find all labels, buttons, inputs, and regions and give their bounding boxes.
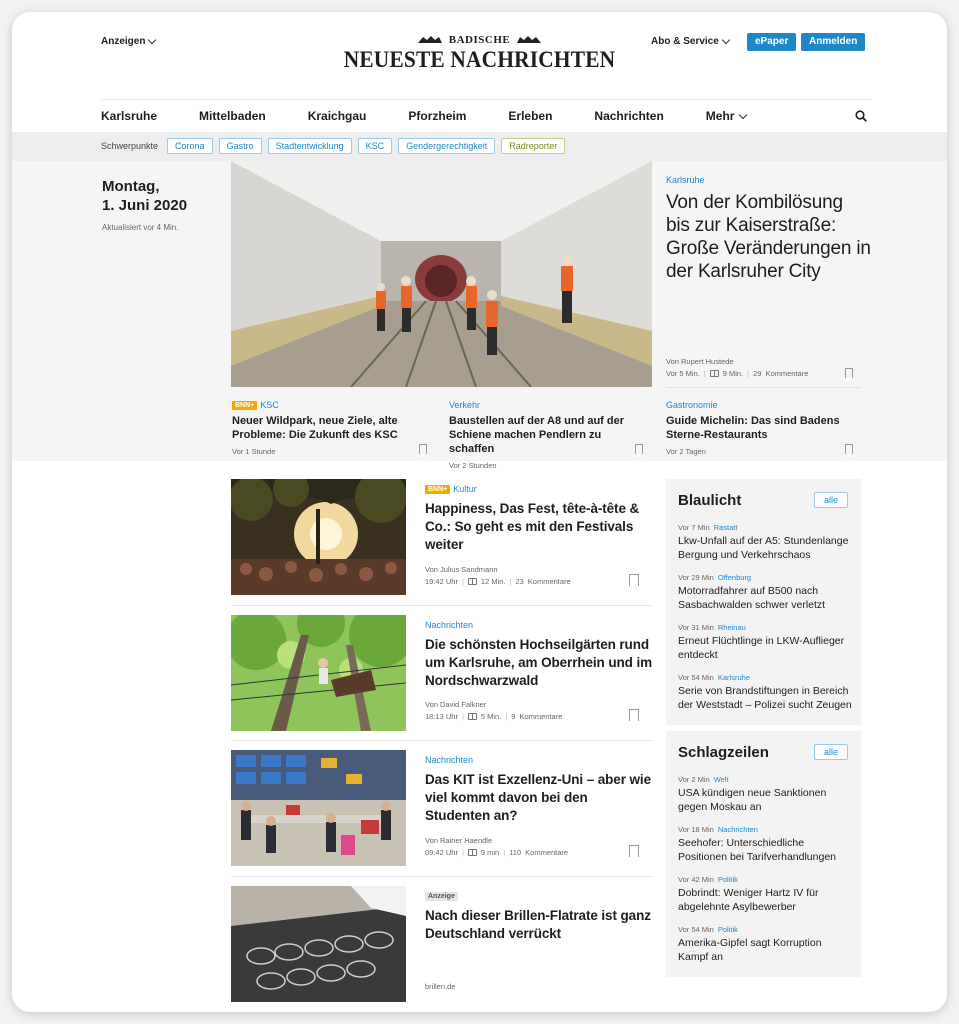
item-place[interactable]: Nachrichten (717, 825, 758, 834)
item-place[interactable]: Rastatt (713, 523, 738, 532)
date-value: 1. Juni 2020 (102, 197, 188, 214)
sub-article-kicker[interactable]: KSC (260, 400, 279, 410)
item-time: Vor 31 Min (678, 623, 714, 632)
article-read-time: 5 Min. (480, 712, 502, 721)
article-image-ropes-course[interactable] (231, 615, 406, 731)
nav-item-more[interactable] (706, 109, 747, 123)
read-time-icon (710, 370, 719, 377)
main-nav (101, 99, 871, 132)
chevron-down-icon (739, 110, 747, 118)
item-place[interactable]: Offenburg (717, 573, 752, 582)
bookmark-icon[interactable] (629, 845, 639, 857)
search-icon[interactable] (855, 110, 867, 122)
item-time: Vor 18 Min (678, 825, 714, 834)
topics-label: Schwerpunkte (101, 141, 159, 151)
topic-tag-corona[interactable]: Corona (167, 138, 213, 154)
item-title[interactable]: USA kündigen neue Sanktionen gegen Moskau an (678, 787, 827, 813)
chevron-down-icon (722, 36, 730, 44)
blaulicht-item[interactable] (678, 523, 853, 562)
item-time: Vor 54 Min (678, 925, 714, 934)
article-time: 09:42 Uhr (425, 848, 458, 857)
hero-title[interactable]: Von der Kombilösung bis zur Kaiserstraße: Große Veränderungen in der Karlsruher City (666, 192, 871, 282)
article-kicker[interactable]: Nachrichten (425, 755, 474, 765)
article-comments-count[interactable]: 23 (515, 577, 524, 586)
article-festival[interactable] (425, 484, 653, 554)
item-place[interactable]: Welt (713, 775, 729, 784)
item-title[interactable]: Lkw-Unfall auf der A5: Stundenlange Bergung und Verkehrschaos (678, 535, 849, 561)
article-kit[interactable] (425, 755, 653, 825)
hero-time: Vor 5 Min. (666, 369, 700, 378)
article-author: Von David Falkner (425, 700, 487, 709)
ads-label: Anzeigen (101, 36, 146, 47)
blaulicht-title[interactable]: Blaulicht (678, 492, 742, 509)
article-title[interactable]: Das KIT ist Exzellenz-Uni – aber wie viel kommt davon bei den Studenten an? (425, 772, 651, 823)
schlagzeilen-title[interactable]: Schlagzeilen (678, 744, 769, 761)
updated-label: Aktualisiert vor 4 Min. (102, 223, 179, 232)
sub-article-kicker[interactable]: Verkehr (449, 400, 481, 410)
item-title[interactable]: Erneut Flüchtlinge in LKW-Auflieger entdeckt (678, 635, 845, 661)
schlagzeilen-all-button[interactable]: alle (814, 744, 848, 760)
topic-tag-ksc[interactable]: KSC (358, 138, 393, 154)
nav-item-karlsruhe[interactable]: Karlsruhe (101, 109, 158, 123)
logo-main-text: NEUESTE NACHRICHTEN (343, 47, 616, 72)
item-time: Vor 29 Min (678, 573, 714, 582)
article-meta: 09:42 Uhr | 9 min | 110 Kommentare (425, 848, 569, 857)
read-time-icon (468, 578, 477, 585)
schlagzeilen-item[interactable] (678, 825, 853, 864)
article-time: 19:42 Uhr (425, 577, 458, 586)
blaulicht-item[interactable] (678, 673, 853, 712)
bookmark-icon[interactable] (635, 444, 643, 454)
bookmark-icon[interactable] (845, 444, 853, 454)
hero-image[interactable] (231, 161, 652, 387)
blaulicht-item[interactable] (678, 623, 853, 662)
article-title[interactable]: Happiness, Das Fest, tête-à-tête & Co.: So geht es mit den Festivals weiter (425, 501, 640, 552)
article-image-festival[interactable] (231, 479, 406, 595)
read-time-icon (468, 713, 477, 720)
current-date (102, 177, 187, 215)
article-kicker[interactable]: Nachrichten (425, 620, 474, 630)
divider (231, 876, 653, 877)
divider (666, 387, 861, 388)
bookmark-icon[interactable] (419, 444, 427, 454)
schlagzeilen-item[interactable] (678, 925, 853, 964)
blaulicht-all-button[interactable]: alle (814, 492, 848, 508)
ad-badge: Anzeige (425, 892, 458, 901)
schlagzeilen-item[interactable] (678, 775, 853, 814)
bookmark-icon[interactable] (629, 709, 639, 721)
item-title[interactable]: Dobrindt: Weniger Hartz IV für abgelehnte Asylbewerber (678, 887, 819, 913)
read-time-icon (468, 849, 477, 856)
sub-article-title[interactable]: Neuer Wildpark, neue Ziele, alte Probleme: Die Zukunft des KSC (232, 415, 398, 441)
bookmark-icon[interactable] (845, 368, 853, 378)
item-time: Vor 7 Min (678, 523, 710, 532)
hero-read-time: 9 Min. (722, 369, 744, 378)
ad-article[interactable] (425, 891, 653, 943)
nav-item-kraichgau[interactable]: Kraichgau (307, 109, 367, 123)
nav-item-erleben[interactable]: Erleben (508, 109, 553, 123)
topic-tag-radreporter[interactable]: Radreporter (501, 138, 565, 154)
blaulicht-box (666, 479, 861, 725)
item-title[interactable]: Seehofer: Unterschiedliche Positionen bei Tarifverhandlungen (678, 837, 837, 863)
hero-meta: Vor 5 Min. | 9 Min. | 29 Kommentare (666, 369, 809, 378)
article-comments-count[interactable]: 9 (511, 712, 516, 721)
hero-author: Von Rupert Hustede (666, 357, 734, 366)
sub-article-kicker[interactable]: Gastronomie (666, 400, 718, 410)
divider (231, 740, 653, 741)
article-title[interactable]: Die schönsten Hochseilgärten rund um Karlsruhe, am Oberrhein und im Nordschwarzwald (425, 637, 652, 688)
blaulicht-item[interactable] (678, 573, 853, 612)
item-time: Vor 42 Min (678, 875, 714, 884)
bookmark-icon[interactable] (629, 574, 639, 586)
item-place[interactable]: Politik (717, 875, 738, 884)
date-day: Montag, (102, 178, 160, 195)
nav-item-nachrichten[interactable]: Nachrichten (594, 109, 664, 123)
abo-label: Abo & Service (651, 36, 719, 47)
schlagzeilen-item[interactable] (678, 875, 853, 914)
ad-title[interactable]: Nach dieser Brillen-Flatrate ist ganz Deutschland verrückt (425, 908, 651, 941)
article-ropes-course[interactable] (425, 620, 653, 690)
ad-source[interactable]: brillen.de (425, 982, 456, 991)
hero-comments-count[interactable]: 29 (753, 369, 762, 378)
page-frame (12, 12, 947, 1012)
item-place[interactable]: Karlsruhe (717, 673, 750, 682)
sub-article-time: Vor 2 Tagen (666, 447, 706, 456)
sub-article-ksc[interactable] (232, 400, 432, 456)
article-comments-label[interactable]: Kommentare (527, 577, 571, 586)
hero-article[interactable] (666, 175, 871, 283)
bnn-plus-badge: BNN+ (425, 485, 450, 494)
crest-right-icon (516, 35, 542, 45)
item-place[interactable]: Politik (717, 925, 738, 934)
login-button[interactable]: Anmelden (801, 33, 865, 51)
article-read-time: 12 Min. (480, 577, 506, 586)
item-place[interactable]: Rheinau (717, 623, 746, 632)
hero-kicker[interactable]: Karlsruhe (666, 175, 705, 185)
divider (231, 605, 653, 606)
bnn-plus-badge: BNN+ (232, 401, 257, 410)
sub-article-title[interactable]: Baustellen auf der A8 und auf der Schiene machen Pendlern zu schaffen (449, 415, 625, 455)
item-time: Vor 54 Min (678, 673, 714, 682)
logo-top-text: BADISCHE (448, 34, 511, 46)
article-author: Von Rainer Haendle (425, 836, 493, 845)
item-title[interactable]: Motorradfahrer auf B500 nach Sasbachwalden schwer verletzt (678, 585, 826, 611)
article-meta: 18:13 Uhr | 5 Min. | 9 Kommentare (425, 712, 563, 721)
crest-left-icon (417, 35, 443, 45)
article-image-kit[interactable] (231, 750, 406, 866)
article-meta: 19:42 Uhr | 12 Min. | 23 Kommentare (425, 577, 571, 586)
sub-article-gastronomie[interactable] (666, 400, 846, 456)
topic-tag-stadtentwicklung[interactable]: Stadtentwicklung (268, 138, 352, 154)
article-read-time: 9 min (480, 848, 500, 857)
epaper-button[interactable]: ePaper (747, 33, 796, 51)
abo-service-menu[interactable] (651, 36, 729, 47)
more-label: Mehr (705, 109, 735, 123)
schlagzeilen-box (666, 731, 861, 977)
hero-comments-label[interactable]: Kommentare (765, 369, 809, 378)
article-kicker[interactable]: Kultur (453, 484, 477, 494)
article-comments-label[interactable]: Kommentare (525, 848, 569, 857)
sub-article-verkehr[interactable] (449, 400, 649, 470)
item-title[interactable]: Amerika-Gipfel sagt Korruption Kampf an (678, 937, 822, 963)
ad-image-glasses[interactable] (231, 886, 406, 1002)
topic-tag-gendergerechtigkeit[interactable]: Gendergerechtigkeit (398, 138, 495, 154)
article-time: 18:13 Uhr (425, 712, 458, 721)
item-time: Vor 2 Min (678, 775, 710, 784)
nav-item-pforzheim[interactable]: Pforzheim (408, 109, 467, 123)
article-author: Von Julius Sandmann (425, 565, 498, 574)
article-comments-count[interactable]: 110 (509, 848, 522, 857)
topics-bar (12, 132, 947, 161)
nav-item-mittelbaden[interactable]: Mittelbaden (199, 109, 266, 123)
topic-tag-gastro[interactable]: Gastro (219, 138, 262, 154)
sub-article-title[interactable]: Guide Michelin: Das sind Badens Sterne-Restaurants (666, 415, 840, 441)
article-comments-label[interactable]: Kommentare (519, 712, 563, 721)
sub-article-time: Vor 1 Stunde (232, 447, 276, 456)
item-title[interactable]: Serie von Brandstiftungen in Bereich der Weststadt – Polizei sucht Zeugen (678, 685, 852, 711)
sub-article-time: Vor 2 Stunden (449, 461, 497, 470)
